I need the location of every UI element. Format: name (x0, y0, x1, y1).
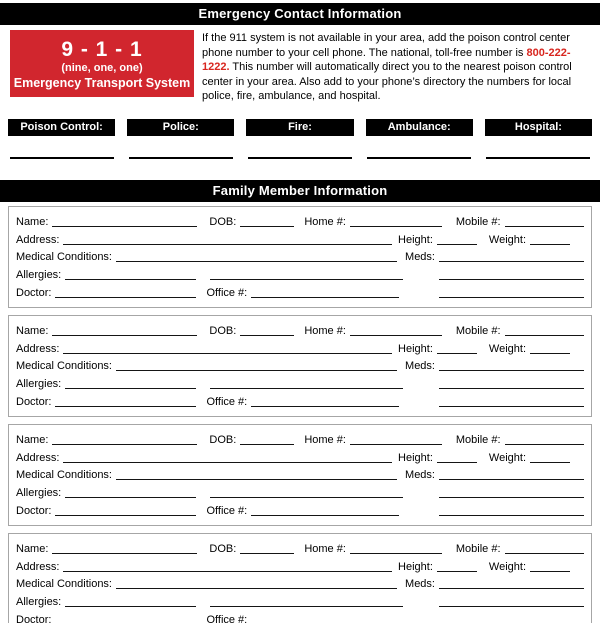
meds-label: Meds: (405, 360, 435, 373)
dob-fill-line[interactable] (240, 553, 294, 554)
member-row-medical (16, 575, 584, 593)
mobile-phone-label: Mobile #: (455, 324, 501, 337)
doctor-label: Doctor: (16, 286, 52, 299)
meds-continued2-fill-line[interactable] (439, 297, 584, 298)
address-label: Address: (16, 342, 60, 355)
weight-label: Weight: (488, 342, 526, 355)
member-row-medical (16, 357, 584, 375)
medical-conditions-fill-line[interactable] (116, 370, 397, 371)
address-fill-line[interactable] (63, 571, 392, 572)
contact-fill-line-4[interactable] (367, 157, 471, 159)
address-fill-line[interactable] (63, 353, 392, 354)
allergies-fill-line[interactable] (65, 497, 196, 498)
weight-label: Weight: (488, 451, 526, 464)
home-phone-fill-line[interactable] (350, 226, 442, 227)
allergies-label: Allergies: (16, 487, 62, 500)
office-phone-label: Office #: (206, 395, 248, 408)
member-row-doctor (16, 283, 584, 301)
dob-fill-line[interactable] (240, 335, 294, 336)
allergies-extra-fill-line[interactable] (210, 606, 403, 607)
medical-conditions-label: Medical Conditions: (16, 251, 112, 264)
meds-fill-line[interactable] (439, 588, 584, 589)
name-fill-line[interactable] (52, 553, 197, 554)
poison-control-instructions (202, 30, 594, 104)
name-label: Name: (16, 433, 49, 446)
member-row-allergies (16, 483, 584, 501)
mobile-phone-fill-line[interactable] (505, 553, 584, 554)
dob-label: DOB: (209, 324, 237, 337)
address-fill-line[interactable] (63, 462, 392, 463)
family-member-block (8, 424, 592, 526)
home-phone-fill-line[interactable] (350, 335, 442, 336)
meds-label: Meds: (405, 251, 435, 264)
height-label: Height: (398, 560, 433, 573)
member-row-allergies (16, 265, 584, 283)
name-label: Name: (16, 324, 49, 337)
meds-fill-line[interactable] (439, 261, 584, 262)
contact-labels-row (8, 119, 592, 136)
allergies-label: Allergies: (16, 269, 62, 282)
height-fill-line[interactable] (437, 353, 477, 354)
mobile-phone-fill-line[interactable] (505, 335, 584, 336)
allergies-fill-line[interactable] (65, 388, 196, 389)
meds-continued2-fill-line[interactable] (439, 515, 584, 516)
members (0, 206, 600, 623)
name-label: Name: (16, 542, 49, 555)
weight-fill-line[interactable] (530, 244, 570, 245)
emergency-911-box (10, 30, 194, 97)
doctor-label: Doctor: (16, 613, 52, 623)
dob-fill-line[interactable] (240, 226, 294, 227)
office-phone-fill-line[interactable] (251, 297, 399, 298)
name-label: Name: (16, 215, 49, 228)
member-row-medical (16, 466, 584, 484)
address-label: Address: (16, 451, 60, 464)
home-phone-fill-line[interactable] (350, 444, 442, 445)
contact-fill-lines-row (10, 157, 590, 159)
allergies-fill-line[interactable] (65, 606, 196, 607)
member-row-address (16, 557, 584, 575)
instructions-text-before: If the 911 system is not available in your area, add the poison control center phone number to your cell phone. The national, toll-free number is (202, 32, 570, 59)
height-fill-line[interactable] (437, 244, 477, 245)
allergies-fill-line[interactable] (65, 279, 196, 280)
emergency-number-spelled: (nine, one, one) (61, 62, 143, 74)
weight-fill-line[interactable] (530, 353, 570, 354)
family-member-header-bar (0, 180, 600, 202)
contact-label-box-1: Poison Control: (8, 119, 115, 136)
member-row-name (16, 321, 584, 339)
height-fill-line[interactable] (437, 462, 477, 463)
meds-label: Meds: (405, 578, 435, 591)
contact-label-box-5: Hospital: (485, 119, 592, 136)
member-row-name (16, 539, 584, 557)
mobile-phone-label: Mobile #: (455, 433, 501, 446)
weight-label: Weight: (488, 560, 526, 573)
member-row-address (16, 339, 584, 357)
medical-conditions-fill-line[interactable] (116, 479, 397, 480)
height-label: Height: (398, 451, 433, 464)
medical-conditions-label: Medical Conditions: (16, 360, 112, 373)
allergies-label: Allergies: (16, 596, 62, 609)
contact-fill-line-3[interactable] (248, 157, 352, 159)
home-phone-label: Home #: (304, 542, 346, 555)
office-phone-label: Office #: (206, 504, 248, 517)
doctor-label: Doctor: (16, 504, 52, 517)
home-phone-fill-line[interactable] (350, 553, 442, 554)
member-row-name (16, 212, 584, 230)
family-member-header-title: Family Member Information (212, 182, 388, 198)
office-phone-label: Office #: (206, 613, 248, 623)
contact-fill-line-5[interactable] (486, 157, 590, 159)
contact-label-box-2: Police: (127, 119, 234, 136)
allergies-label: Allergies: (16, 378, 62, 391)
doctor-fill-line[interactable] (55, 297, 196, 298)
intro-section (10, 30, 594, 104)
mobile-phone-fill-line[interactable] (505, 444, 584, 445)
name-fill-line[interactable] (52, 335, 197, 336)
home-phone-label: Home #: (304, 324, 346, 337)
weight-fill-line[interactable] (530, 571, 570, 572)
medical-conditions-label: Medical Conditions: (16, 578, 112, 591)
dob-fill-line[interactable] (240, 444, 294, 445)
member-row-name (16, 430, 584, 448)
home-phone-label: Home #: (304, 215, 346, 228)
name-fill-line[interactable] (52, 444, 197, 445)
meds-label: Meds: (405, 469, 435, 482)
member-row-medical (16, 248, 584, 266)
weight-fill-line[interactable] (530, 462, 570, 463)
dob-label: DOB: (209, 542, 237, 555)
contact-fill-line-2[interactable] (129, 157, 233, 159)
member-row-allergies (16, 374, 584, 392)
member-row-doctor (16, 501, 584, 519)
meds-continued-fill-line[interactable] (439, 388, 584, 389)
medical-conditions-fill-line[interactable] (116, 588, 397, 589)
doctor-fill-line[interactable] (55, 406, 196, 407)
meds-continued2-fill-line[interactable] (439, 406, 584, 407)
family-member-block (8, 533, 592, 623)
doctor-label: Doctor: (16, 395, 52, 408)
name-fill-line[interactable] (52, 226, 197, 227)
dob-label: DOB: (209, 433, 237, 446)
address-label: Address: (16, 560, 60, 573)
meds-fill-line[interactable] (439, 370, 584, 371)
contact-fill-line-1[interactable] (10, 157, 114, 159)
weight-label: Weight: (488, 233, 526, 246)
mobile-phone-label: Mobile #: (455, 542, 501, 555)
meds-continued-fill-line[interactable] (439, 606, 584, 607)
medical-conditions-fill-line[interactable] (116, 261, 397, 262)
contact-label-box-4: Ambulance: (366, 119, 473, 136)
address-label: Address: (16, 233, 60, 246)
member-row-doctor (16, 392, 584, 410)
meds-continued-fill-line[interactable] (439, 279, 584, 280)
meds-continued-fill-line[interactable] (439, 497, 584, 498)
office-phone-fill-line[interactable] (251, 406, 399, 407)
height-label: Height: (398, 342, 433, 355)
height-fill-line[interactable] (437, 571, 477, 572)
height-label: Height: (398, 233, 433, 246)
poison-phone-number: 800-222-1222. (202, 46, 571, 74)
home-phone-label: Home #: (304, 433, 346, 446)
member-row-address (16, 230, 584, 248)
member-row-address (16, 448, 584, 466)
family-member-block (8, 206, 592, 308)
family-member-block (8, 315, 592, 417)
emergency-number: 9 - 1 - 1 (61, 38, 143, 61)
allergies-extra-fill-line[interactable] (210, 279, 403, 280)
emergency-contact-header-title: Emergency Contact Information (198, 6, 402, 21)
medical-conditions-label: Medical Conditions: (16, 469, 112, 482)
member-row-allergies (16, 592, 584, 610)
instructions-text-after: This number will automatically direct you to the nearest poison control center in your area. Also add to your phone’s directory the numbers for local police, fire, ambulance, and hospital. (202, 61, 572, 103)
member-row-doctor (16, 610, 584, 623)
address-fill-line[interactable] (63, 244, 392, 245)
meds-fill-line[interactable] (439, 479, 584, 480)
office-phone-label: Office #: (206, 286, 248, 299)
mobile-phone-label: Mobile #: (455, 215, 501, 228)
allergies-extra-fill-line[interactable] (210, 388, 403, 389)
mobile-phone-fill-line[interactable] (505, 226, 584, 227)
emergency-contact-header-bar (0, 3, 600, 25)
office-phone-fill-line[interactable] (251, 515, 399, 516)
emergency-transport-caption: Emergency Transport System (13, 76, 191, 90)
contact-label-box-3: Fire: (246, 119, 353, 136)
allergies-extra-fill-line[interactable] (210, 497, 403, 498)
dob-label: DOB: (209, 215, 237, 228)
doctor-fill-line[interactable] (55, 515, 196, 516)
